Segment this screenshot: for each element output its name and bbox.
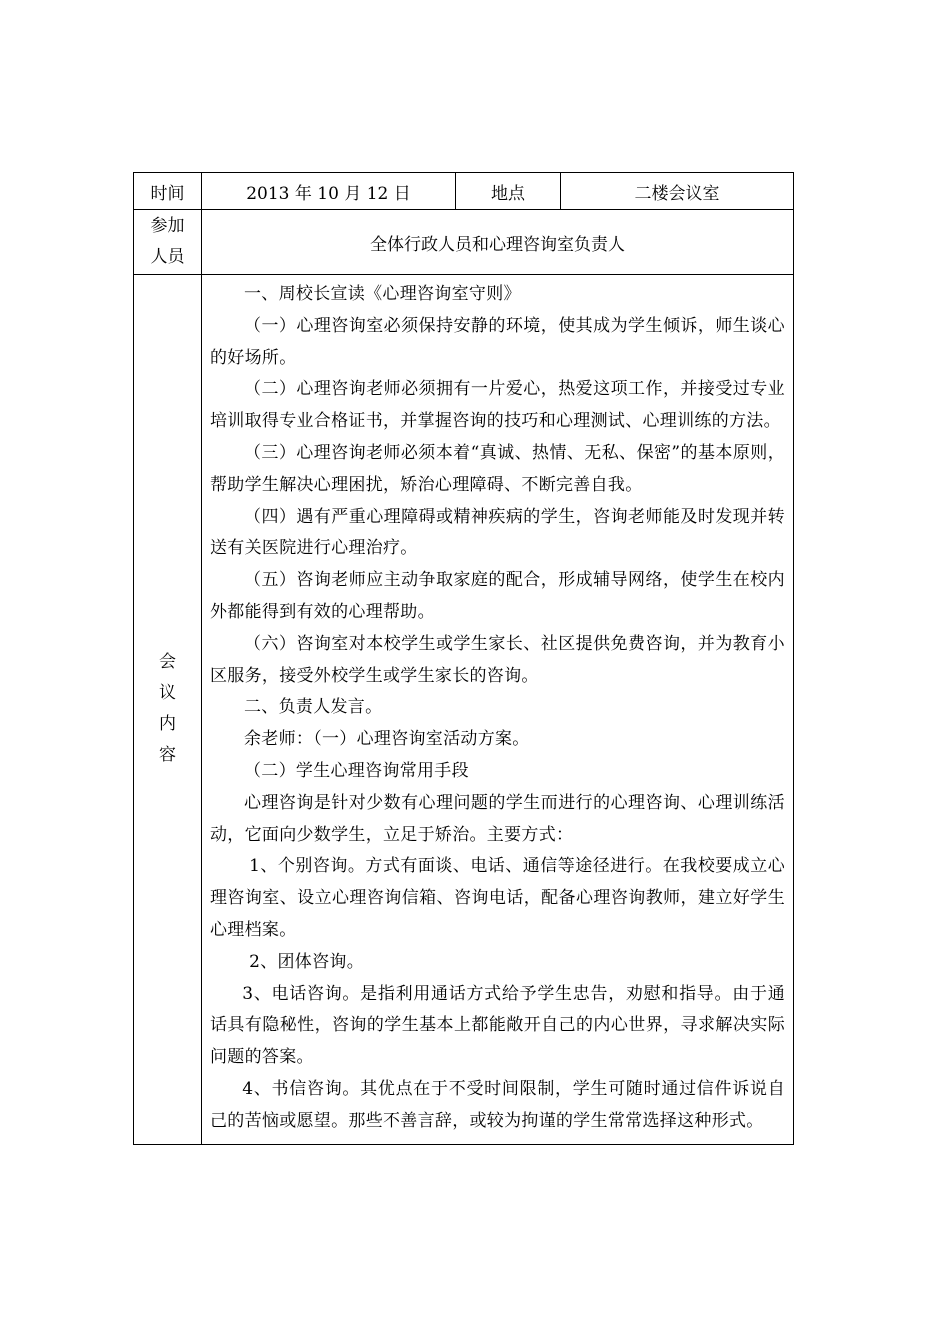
rule-paragraph: （四）遇有严重心理障碍或精神疾病的学生，咨询老师能及时发现并转送有关医院进行心理治疗。 (210, 506, 785, 559)
meeting-record-table (133, 172, 794, 1145)
speaker-paragraph: 余老师：（一）心理咨询室活动方案。 (244, 729, 530, 750)
content-row (134, 275, 794, 1145)
time-value: 2013 年 10 月 12 日 (202, 173, 456, 210)
method-paragraph: 2、团体咨询。 (249, 951, 365, 972)
time-place-row (134, 173, 794, 210)
content-label (134, 275, 202, 1145)
rule-paragraph: （六）咨询室对本校学生或学生家长、社区提供免费咨询，并为教育小区服务，接受外校学生或学生家长的咨询。 (210, 633, 785, 686)
content-label-char: 议 (159, 683, 176, 704)
body-paragraph: 心理咨询是针对少数有心理问题的学生而进行的心理咨询、心理训练活动，它面向少数学生，立足于矫治。主要方式： (210, 792, 785, 845)
content-heading: 一、周校长宣读《心理咨询室守则》 (244, 284, 521, 304)
content-label-char: 容 (159, 745, 176, 766)
rule-paragraph: （五）咨询老师应主动争取家庭的配合，形成辅导网络，使学生在校内外都能得到有效的心理帮助。 (210, 570, 785, 622)
place-value: 二楼会议室 (561, 173, 794, 210)
participants-row (134, 210, 794, 275)
participants-label-line1: 参加 (150, 216, 185, 236)
rule-paragraph: （二）心理咨询老师必须拥有一片爱心，热爱这项工作，并接受过专业培训取得专业合格证书，并掌握咨询的技巧和心理测试、心理训练的方法。 (210, 379, 785, 432)
participants-label (134, 210, 202, 275)
rule-paragraph: （三）心理咨询老师必须本着“真诚、热情、无私、保密”的基本原则，帮助学生解决心理困扰，矫治心理障碍、不断完善自我。 (210, 442, 785, 495)
method-paragraph: 3、电话咨询。是指利用通话方式给予学生忠告，劝慰和指导。由于通话具有隐秘性，咨询的学生基本上都能敞开自己的内心世界，寻求解决实际问题的答案。 (210, 983, 785, 1068)
content-label-char: 会 (159, 652, 176, 673)
rule-paragraph: （一）心理咨询室必须保持安静的环境，使其成为学生倾诉，师生谈心的好场所。 (210, 315, 785, 368)
method-paragraph: 1、个别咨询。方式有面谈、电话、通信等途径进行。在我校要成立心理咨询室、设立心理咨询信箱、咨询电话，配备心理咨询教师，建立好学生心理档案。 (210, 856, 785, 940)
place-label: 地点 (456, 173, 561, 210)
participants-label-line2: 人员 (150, 247, 185, 267)
content-label-char: 内 (159, 714, 176, 735)
time-label: 时间 (134, 173, 202, 210)
subheading-paragraph: （二）学生心理咨询常用手段 (244, 760, 469, 781)
participants-value: 全体行政人员和心理咨询室负责人 (202, 210, 794, 275)
meeting-content (202, 275, 794, 1145)
content-heading: 二、负责人发言。 (244, 697, 383, 718)
method-paragraph: 4、书信咨询。其优点在于不受时间限制，学生可随时通过信件诉说自己的苦恼或愿望。那些不善言辞，或较为拘谨的学生常常选择这种形式。 (210, 1078, 785, 1131)
